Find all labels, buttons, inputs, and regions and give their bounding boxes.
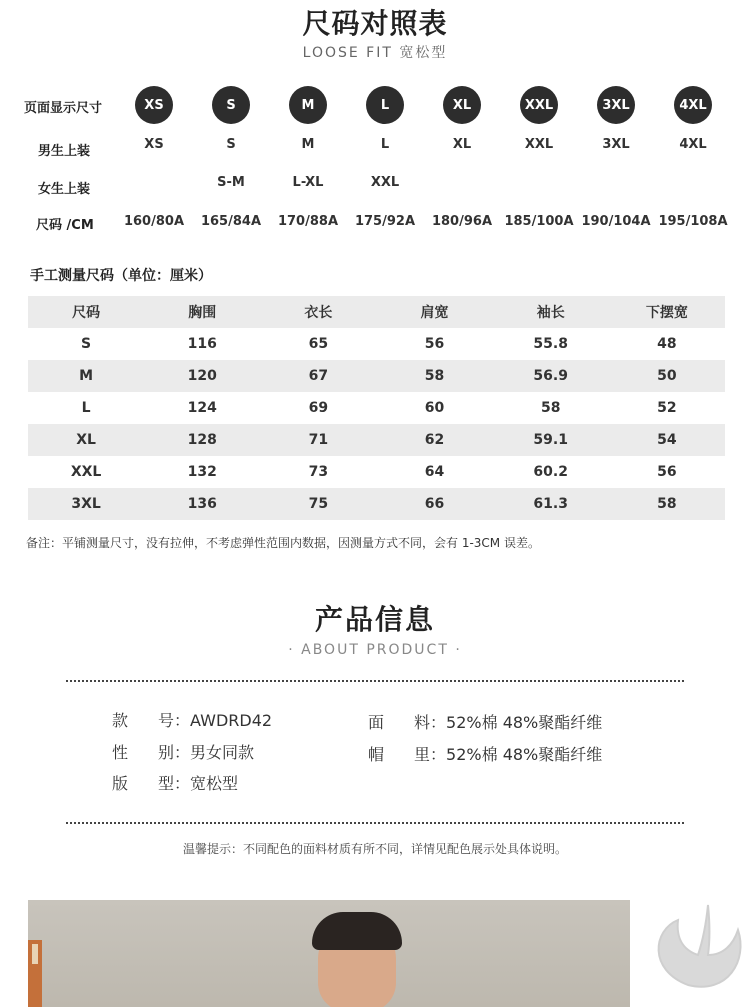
lining-info: 帽 里：52%棉 48%聚酯纤维: [368, 745, 603, 764]
table-cell: 128: [187, 432, 217, 448]
female-size-row: [0, 174, 750, 214]
table-cell: 60.2: [533, 464, 568, 480]
table-cell: 52: [657, 400, 677, 416]
table-cell: 50: [657, 368, 677, 384]
table-row: [28, 488, 725, 520]
table-cell: 116: [187, 336, 217, 352]
table-cell: 66: [424, 496, 445, 512]
info-key: 款: [112, 711, 129, 730]
male-size-cell: 4XL: [679, 137, 707, 152]
style-number-value: AWDRD42: [190, 711, 273, 730]
size-circle-xxl: XXL: [520, 86, 558, 124]
cm-size-cell: 170/88A: [277, 214, 339, 229]
info-key: 帽: [368, 745, 385, 764]
table-cell: 48: [657, 336, 677, 352]
table-cell: 56: [424, 336, 445, 352]
hanger-shape: [32, 944, 38, 964]
cm-size-cell: 175/92A: [354, 214, 416, 229]
product-subtitle: · ABOUT PRODUCT ·: [288, 642, 462, 658]
measure-table: [28, 296, 725, 520]
table-row: [28, 328, 725, 360]
info-key: 型: [158, 774, 175, 793]
info-key: 性: [112, 743, 129, 762]
size-chart-subtitle: LOOSE FIT 宽松型: [302, 45, 448, 61]
table-cell: XL: [76, 432, 96, 448]
info-key: 号: [158, 711, 175, 730]
table-cell: 124: [187, 400, 217, 416]
table-row: [28, 456, 725, 488]
table-cell: 120: [187, 368, 217, 384]
fabric-info: 面 料：52%棉 48%聚酯纤维: [368, 713, 603, 732]
fabric-value: 52%棉 48%聚酯纤维: [446, 713, 603, 732]
cm-size-cell: 195/108A: [658, 214, 728, 229]
size-circle-4xl: 4XL: [674, 86, 712, 124]
size-chart-title: 尺码对照表: [302, 7, 448, 40]
cm-size-cell: 190/104A: [581, 214, 651, 229]
table-cell: 56: [657, 464, 677, 480]
male-size-cell: 3XL: [602, 137, 630, 152]
dotted-divider: [66, 680, 684, 682]
male-size-cell: XXL: [524, 137, 554, 152]
table-cell: 59.1: [533, 432, 568, 448]
cm-label: 尺码 /CM: [36, 218, 94, 233]
table-cell: 55.8: [533, 336, 568, 352]
page-size-row: [0, 86, 750, 126]
lining-value: 52%棉 48%聚酯纤维: [446, 745, 603, 764]
dotted-divider: [66, 822, 684, 824]
table-row: [28, 360, 725, 392]
male-label: 男生上装: [38, 144, 91, 159]
male-size-cell: XL: [452, 137, 472, 152]
measure-note: 备注：平铺测量尺寸，没有拉伸，不考虑弹性范围内数据，因测量方式不同，会有 1-3CM 误差。: [26, 536, 540, 550]
table-cell: XXL: [70, 464, 102, 480]
decorative-swirl-icon: [648, 900, 748, 996]
table-row: [28, 392, 725, 424]
size-circle-xs: XS: [135, 86, 173, 124]
table-cell: 75: [308, 496, 329, 512]
table-cell: 71: [308, 432, 329, 448]
cm-size-cell: 165/84A: [200, 214, 262, 229]
style-number-info: 款 号：AWDRD42: [112, 711, 273, 730]
table-cell: L: [81, 400, 91, 416]
info-key: 面: [368, 713, 385, 732]
table-header: 尺码: [72, 305, 101, 321]
table-cell: 69: [308, 400, 329, 416]
cm-size-cell: 180/96A: [431, 214, 493, 229]
male-size-cell: L: [380, 137, 390, 152]
table-header: 袖长: [536, 305, 565, 321]
table-cell: 58: [424, 368, 445, 384]
table-cell: S: [81, 336, 92, 352]
size-circle-3xl: 3XL: [597, 86, 635, 124]
table-cell: 136: [187, 496, 217, 512]
table-cell: 58: [540, 400, 561, 416]
table-cell: 61.3: [533, 496, 568, 512]
table-cell: 73: [308, 464, 329, 480]
female-label: 女生上装: [38, 182, 91, 197]
female-size-cell: S-M: [217, 175, 245, 190]
male-size-row: [0, 136, 750, 176]
male-size-cell: M: [301, 137, 315, 152]
size-circle-m: M: [289, 86, 327, 124]
info-key: 别: [158, 743, 175, 762]
fit-info: 版 型：宽松型: [112, 774, 239, 793]
table-cell: 56.9: [533, 368, 568, 384]
table-header-row: [28, 296, 725, 328]
page-size-label: 页面显示尺寸: [24, 101, 103, 116]
table-cell: 132: [187, 464, 217, 480]
size-circle-l: L: [366, 86, 404, 124]
table-cell: 62: [424, 432, 445, 448]
size-circle-s: S: [212, 86, 250, 124]
table-header: 肩宽: [420, 305, 449, 321]
female-size-cell: L-XL: [292, 175, 324, 190]
table-cell: 64: [424, 464, 445, 480]
cm-size-cell: 185/100A: [504, 214, 574, 229]
female-size-cell: XXL: [370, 175, 400, 190]
product-title: 产品信息: [314, 603, 435, 636]
table-cell: 65: [308, 336, 329, 352]
info-key: 版: [112, 774, 129, 793]
color-tip: 温馨提示：不同配色的面料材质有所不同，详情见配色展示处具体说明。: [182, 842, 567, 856]
table-header: 胸围: [188, 305, 217, 321]
male-size-cell: XS: [144, 137, 164, 152]
gender-value: 男女同款: [190, 743, 255, 762]
table-header: 下摆宽: [645, 305, 688, 321]
gender-info: 性 别：男女同款: [112, 743, 255, 762]
measure-title: 手工测量尺码（单位：厘米）: [30, 268, 212, 284]
info-key: 料: [414, 713, 431, 732]
fit-value: 宽松型: [190, 774, 239, 793]
table-header: 衣长: [304, 305, 333, 321]
model-photo: [28, 900, 630, 1007]
table-cell: M: [79, 368, 94, 384]
info-key: 里: [414, 745, 431, 764]
table-cell: 58: [657, 496, 677, 512]
table-cell: 67: [308, 368, 329, 384]
male-size-cell: S: [226, 137, 236, 152]
table-cell: 54: [657, 432, 677, 448]
table-cell: 60: [424, 400, 445, 416]
cm-size-cell: 160/80A: [123, 214, 185, 229]
table-row: [28, 424, 725, 456]
size-circle-xl: XL: [443, 86, 481, 124]
model-hair: [312, 912, 402, 950]
cm-size-row: [0, 212, 750, 252]
table-cell: 3XL: [71, 496, 101, 512]
